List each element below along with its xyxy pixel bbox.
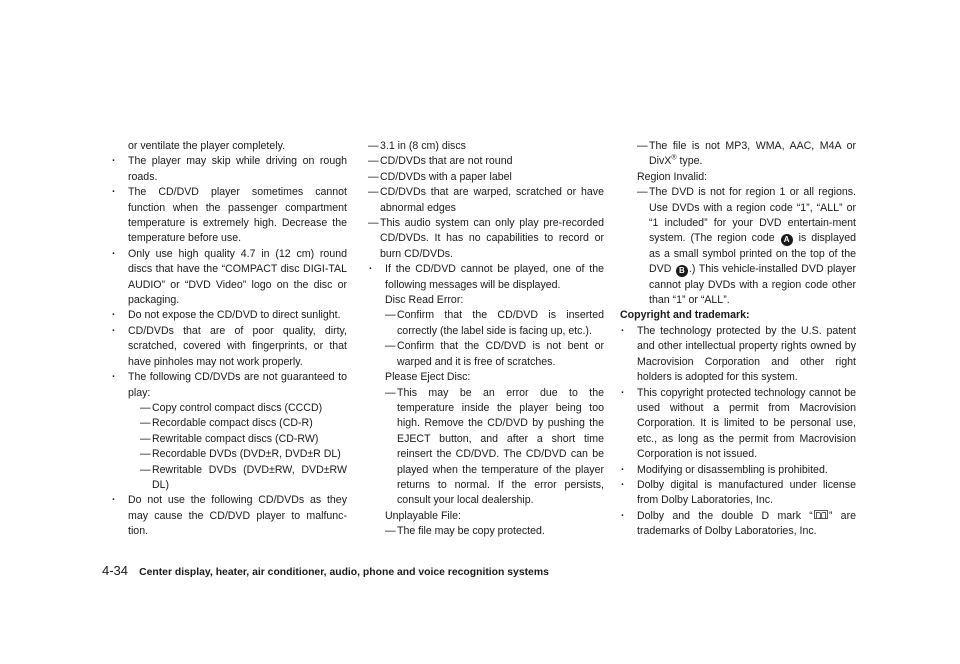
message-label: Disc Read Error: — [385, 294, 464, 307]
bullet-item: . CD/DVDs that are of poor quality, dirty, scratched, covered with fingerprints, or that have pinholes may not work properly. — [111, 324, 347, 370]
column-2 — [368, 139, 604, 540]
column-1 — [111, 139, 347, 540]
dash-item: — CD/DVDs with a paper label — [368, 170, 604, 185]
dash-item: — Confirm that the CD/DVD is not bent or warped and it is free of scratches. — [385, 339, 604, 370]
text: .) This vehicle-installed DVD player cannot play DVDs with a region code other than “1” or “ALL”. — [649, 263, 856, 307]
text: The DVD is not for region 1 or all regions. Use DVDs with a region code “1”, “ALL” or “1 included” for your DVD entertain-ment system. (The region code — [649, 186, 856, 245]
column-3 — [620, 139, 856, 540]
dash-item: — Copy control compact discs (CCCD) — [128, 401, 347, 416]
dash-item — [637, 185, 856, 308]
dash-item: — Recordable DVDs (DVD±R, DVD±R DL) — [128, 447, 347, 462]
text: ” are trademarks of Dolby Laboratories, Inc. — [637, 509, 856, 538]
bullet-item: . Only use high quality 4.7 in (12 cm) round discs that have the “COMPACT disc DIGI-TAL AUDIO” or “DVD Video” logo on the disc or packaging. — [111, 247, 347, 309]
section-heading: Copyright and trademark: — [620, 309, 750, 322]
dash-item: — Rewritable compact discs (CD-RW) — [128, 432, 347, 447]
dash-item: — 3.1 in (8 cm) discs — [368, 139, 604, 154]
dash-item: — This may be an error due to the temperature inside the player being too high. Remove the CD/DVD by pushing the EJECT button, and after a short time reinsert the CD/DVD. The CD/DVD can be played when the temperature of the player returns to normal. If the error persists, consult your local dealership. — [385, 386, 604, 509]
bullet-item: . Modifying or disassembling is prohibited. — [620, 463, 856, 478]
dash-item — [637, 139, 856, 170]
bullet-item: . The CD/DVD player sometimes cannot function when the passenger compartment temperature is extremely high. Decrease the temperature before use. — [111, 185, 347, 247]
dash-item: — The file may be copy protected. — [385, 524, 604, 539]
message-group — [368, 293, 604, 540]
region-marker-b-icon: B — [676, 265, 688, 277]
dolby-double-d-icon — [814, 510, 828, 519]
bullet-item: . The following CD/DVDs are not guaranteed to play: — [111, 370, 347, 401]
text: The file is not MP3, WMA, AAC, M4A or DivX — [649, 140, 856, 168]
dash-list — [111, 401, 347, 493]
dash-item: — Confirm that the CD/DVD is inserted correctly (the label side is facing up, etc.). — [385, 308, 604, 339]
text: is displayed as a small symbol printed on the top of the DVD — [649, 232, 856, 276]
dash-item: — CD/DVDs that are not round — [368, 154, 604, 169]
bullet-item: . If the CD/DVD cannot be played, one of the following messages will be displayed. — [368, 262, 604, 293]
message-label: Unplayable File: — [385, 509, 461, 522]
page-number: 4-34 — [102, 563, 129, 578]
message-label: Please Eject Disc: — [385, 371, 471, 384]
bullet-item: . The technology protected by the U.S. patent and other intellectual property rights owned by Macrovision Corporation and other right holders is adopted for this system. — [620, 324, 856, 386]
page-footer — [102, 563, 549, 580]
region-marker-a-icon: A — [781, 234, 793, 246]
dash-item: — Rewritable DVDs (DVD±RW, DVD±RW DL) — [128, 463, 347, 494]
bullet-item: . The player may skip while driving on rough roads. — [111, 154, 347, 185]
bullet-item: . Do not expose the CD/DVD to direct sunlight. — [111, 308, 347, 323]
message-group — [620, 139, 856, 308]
dash-item: — Recordable compact discs (CD-R) — [128, 416, 347, 431]
bullet-item: . This copyright protected technology cannot be used without a permit from Macrovision Corporation. It is limited to be personal use, etc., as long as the permit from Macrovision Corporation is not issued. — [620, 386, 856, 463]
bullet-item: . Dolby digital is manufactured under license from Dolby Laboratories, Inc. — [620, 478, 856, 509]
text: Dolby and the double D mark “ — [637, 509, 813, 522]
text: type. — [676, 155, 703, 168]
message-label: Region Invalid: — [637, 170, 708, 183]
paragraph: or ventilate the player completely. — [128, 140, 286, 152]
dash-item: — CD/DVDs that are warped, scratched or have abnormal edges — [368, 185, 604, 216]
section-title: Center display, heater, air conditioner, audio, phone and voice recognition systems — [139, 567, 549, 578]
registered-mark: ® — [671, 154, 677, 162]
bullet-item: . Do not use the following CD/DVDs as they may cause the CD/DVD player to malfunc-tion. — [111, 493, 347, 539]
bullet-item — [620, 509, 856, 540]
dash-item: — This audio system can only play pre-recorded CD/DVDs. It has no capabilities to record or burn CD/DVDs. — [368, 216, 604, 262]
